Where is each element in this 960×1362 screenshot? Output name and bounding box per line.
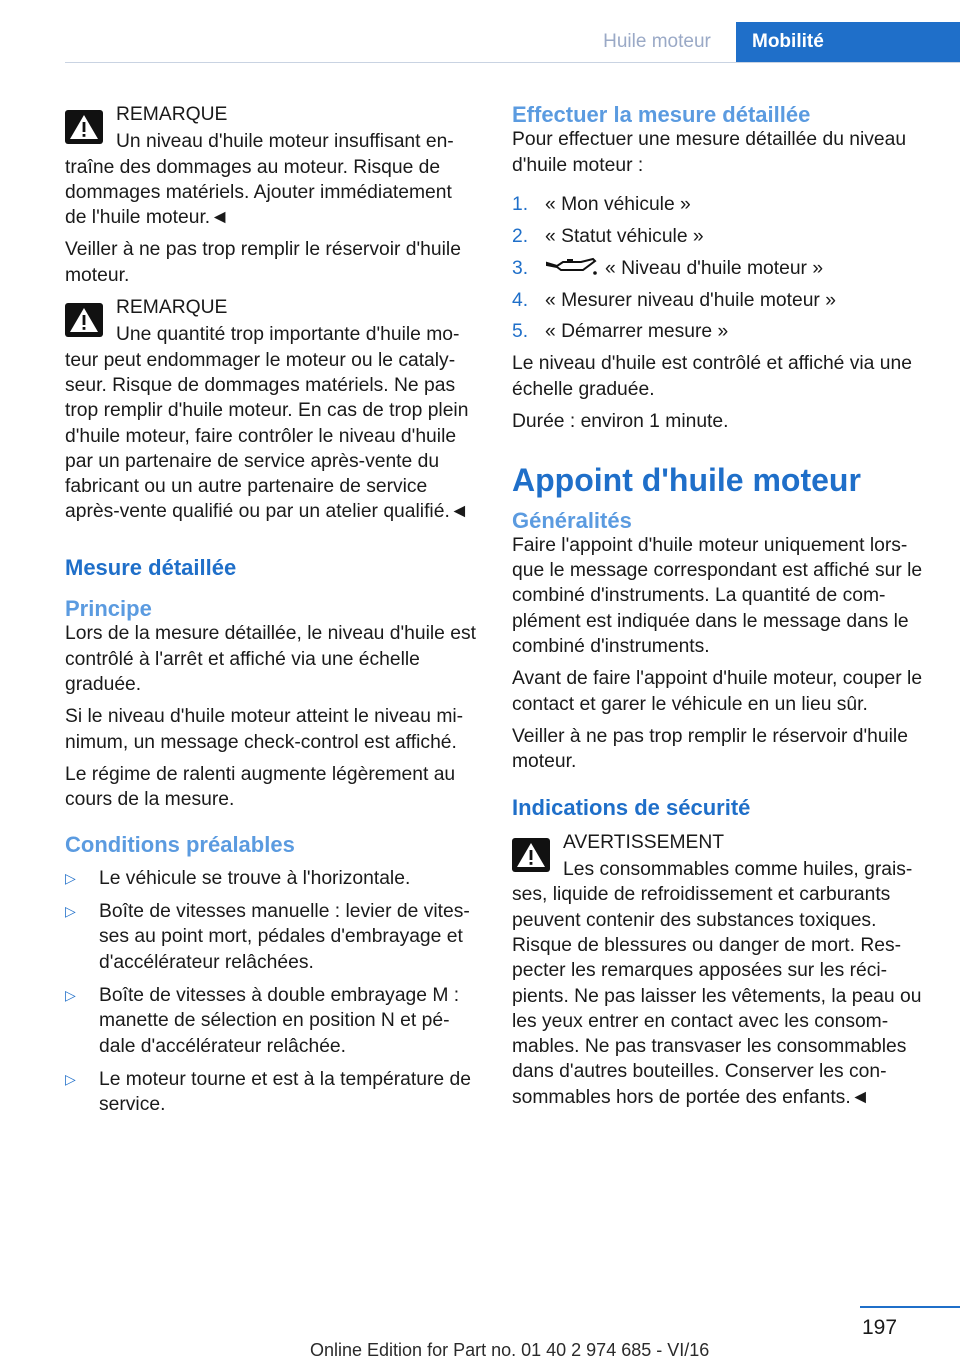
paragraph: Durée : environ 1 minute.: [512, 410, 729, 432]
note-avertissement: [512, 830, 927, 1110]
warning-icon: [65, 110, 103, 144]
paragraph: Le régime de ralenti augmente légèrement au cours de la mesure.: [65, 763, 456, 811]
list-item: ▷ Le véhicule se trouve à l'horizontale.: [65, 866, 478, 891]
warning-icon: [65, 303, 103, 337]
paragraph: Le niveau d'huile est contrôlé et affiché via une échelle graduée.: [512, 353, 912, 400]
header-divider: [65, 62, 960, 63]
page-number: 197: [862, 1316, 898, 1339]
list-item: 1. « Mon véhicule »: [512, 193, 691, 215]
note-text: Un niveau d'huile moteur insuffisant en-traîne des dommages au moteur. Risque de dommages matériels. Ajouter immédiatement de l'huile moteur.◄: [65, 131, 454, 229]
oil-can-icon: [545, 257, 599, 277]
conditions-list: [65, 866, 478, 1118]
note-text: Les consommables comme huiles, grais-ses, liquide de refroidissement et carburants peuvent contenir des substances toxiques. Risque de blessures ou danger de mort. Res-pecter les remarques apposées sur les réci-pients. Ne pas laisser les vêtements, la peau ou les yeux entrer en contact avec les consom-mables. Ne pas transvaser les consommables dans d'autres bouteilles. Conserver les con-sommables hors de portée des enfants.◄: [512, 859, 922, 1108]
note-text: Une quantité trop importante d'huile mo-teur peut endommager le moteur ou le cataly-seur. Risque de dommages matériels. Ne pas trop remplir d'huile moteur. En cas de trop plein d'huile moteur, faire contrôler le niveau d'huile par un partenaire de service après-vente du fabricant ou un autre partenaire de service après-vente qualifié ou par un atelier qualifié.◄: [65, 324, 469, 523]
list-item: 3. « Niveau d'huile moteur »: [512, 257, 824, 279]
heading-securite: Indications de sécurité: [512, 794, 751, 820]
note-title: REMARQUE: [116, 104, 228, 125]
paragraph: Faire l'appoint d'huile moteur uniquement lors-que le message correspondant est affiché sur le combiné d'instruments. La quantité de com-plément est indiquée dans le message dans le combiné d'instruments.: [512, 534, 923, 658]
heading-mesure-detaillee: Mesure détaillée: [65, 554, 237, 580]
bullet-triangle-icon: ▷: [65, 1070, 76, 1087]
note-remarque-2: [65, 295, 478, 525]
footer-divider: [860, 1306, 960, 1308]
note-title: AVERTISSEMENT: [563, 831, 725, 853]
right-column: [512, 102, 927, 1117]
bullet-triangle-icon: ▷: [65, 903, 76, 920]
note-remarque-1: [65, 102, 478, 230]
heading-conditions: Conditions préalables: [65, 832, 295, 858]
heading-appoint: Appoint d'huile moteur: [512, 462, 861, 499]
list-item: 4. « Mesurer niveau d'huile moteur »: [512, 289, 836, 311]
list-item: 2. « Statut véhicule »: [512, 225, 704, 247]
left-column: [65, 102, 478, 1125]
steps-list: [512, 192, 927, 345]
heading-generalites: Généralités: [512, 507, 632, 533]
edition-footer: Online Edition for Part no. 01 40 2 974 685 - VI/16: [310, 1340, 710, 1360]
list-item: ▷ Le moteur tourne et est à la température de service.: [65, 1068, 471, 1116]
paragraph: Pour effectuer une mesure détaillée du niveau d'huile moteur :: [512, 129, 907, 176]
bullet-triangle-icon: ▷: [65, 869, 76, 886]
bullet-triangle-icon: ▷: [65, 986, 76, 1003]
list-item: ▷ Boîte de vitesses à double embrayage M : manette de sélection en position N et pé-dale d'accélérateur relâchée.: [65, 984, 460, 1057]
list-item: ▷ Boîte de vitesses manuelle : levier de vites-ses au point mort, pédales d'embrayage et d'accélérateur relâchées.: [65, 901, 470, 973]
warning-icon: [512, 838, 550, 872]
paragraph: Lors de la mesure détaillée, le niveau d'huile est contrôlé à l'arrêt et affiché via une échelle graduée.: [65, 623, 476, 695]
paragraph: Si le niveau d'huile moteur atteint le niveau mi-nimum, un message check-control est affiché.: [65, 706, 464, 753]
header-section-tab[interactable]: Huile moteur: [603, 31, 711, 52]
heading-principe: Principe: [65, 596, 152, 622]
header-chapter-tab[interactable]: Mobilité: [736, 22, 960, 62]
paragraph: Avant de faire l'appoint d'huile moteur, couper le contact et garer le véhicule en un lieu sûr.: [512, 668, 923, 715]
list-item: 5. « Démarrer mesure »: [512, 321, 729, 343]
heading-effectuer-mesure: Effectuer la mesure détaillée: [512, 102, 811, 127]
paragraph: Veiller à ne pas trop remplir le réservoir d'huile moteur.: [512, 725, 908, 773]
note-title: REMARQUE: [116, 297, 228, 319]
paragraph: Veiller à ne pas trop remplir le réservoir d'huile moteur.: [65, 239, 461, 286]
